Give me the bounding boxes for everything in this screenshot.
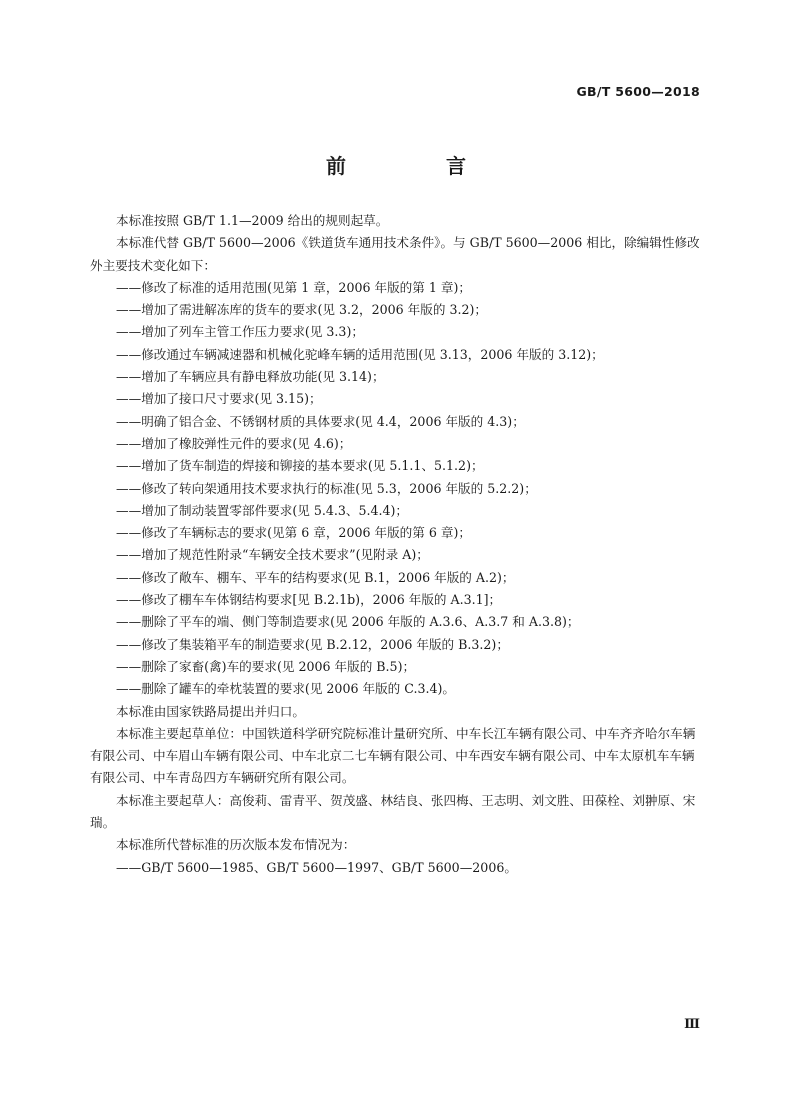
history-item: ——GB/T 5600—1985、GB/T 5600—1997、GB/T 5600—2006。 xyxy=(116,859,517,875)
paragraph: 本标准代替 GB/T 5600—2006《铁道货车通用技术条件》。与 GB/T 5600—2006 相比，除编辑性修改外主要技术变化如下： xyxy=(90,235,700,273)
change-item: ——删除了家畜(禽)车的要求(见 2006 年版的 B.5)； xyxy=(116,658,416,674)
foreword-body xyxy=(90,210,704,879)
paragraph: 本标准所代替标准的历次版本发布情况为： xyxy=(116,837,356,853)
change-item: ——修改了集装箱平车的制造要求(见 B.2.12，2006 年版的 B.3.2)； xyxy=(116,636,509,652)
change-item: ——增加了规范性附录“车辆安全技术要求”(见附录 A)； xyxy=(116,547,429,563)
drafting-units: 本标准主要起草单位：中国铁道科学研究院标准计量研究所、中车长江车辆有限公司、中车齐齐哈尔车辆有限公司、中车眉山车辆有限公司、中车北京二七车辆有限公司、中车西安车辆有限公司、中车太原机车车辆有限公司、中车青岛四方车辆研究所有限公司。 xyxy=(90,725,696,786)
change-item: ——修改了标准的适用范围(见第 1 章，2006 年版的第 1 章)； xyxy=(116,279,471,295)
change-item: ——增加了货车制造的焊接和铆接的基本要求(见 5.1.1、5.1.2)； xyxy=(116,458,484,474)
change-item: ——修改了棚车车体钢结构要求[见 B.2.1b)，2006 年版的 A.3.1]； xyxy=(116,592,502,608)
change-item: ——增加了需进解冻库的货车的要求(见 3.2，2006 年版的 3.2)； xyxy=(116,302,488,318)
drafters: 本标准主要起草人：高俊莉、雷青平、贺茂盛、林结良、张四梅、王志明、刘文胜、田葆栓、刘翀原、宋瑞。 xyxy=(90,792,696,831)
change-item: ——增加了接口尺寸要求(见 3.15)； xyxy=(116,391,322,407)
page-title: 前 言 xyxy=(326,154,506,178)
change-item: ——删除了平车的端、侧门等制造要求(见 2006 年版的 A.3.6、A.3.7 和 A.3.8)； xyxy=(116,614,580,630)
change-item: ——明确了铝合金、不锈钢材质的具体要求(见 4.4，2006 年版的 4.3)； xyxy=(116,413,525,429)
change-item: ——修改了敞车、棚车、平车的结构要求(见 B.1，2006 年版的 A.2)； xyxy=(116,569,515,585)
change-item: ——增加了车辆应具有静电释放功能(见 3.14)； xyxy=(116,369,385,385)
change-item: ——删除了罐车的牵枕装置的要求(见 2006 年版的 C.3.4)。 xyxy=(116,681,455,697)
paragraph: 本标准由国家铁路局提出并归口。 xyxy=(116,703,305,719)
standard-code: GB/T 5600—2018 xyxy=(576,84,700,99)
change-item: ——修改了车辆标志的要求(见第 6 章，2006 年版的第 6 章)； xyxy=(116,525,471,541)
change-item: ——增加了列车主管工作压力要求(见 3.3)； xyxy=(116,324,364,340)
change-item: ——增加了制动装置零部件要求(见 5.4.3、5.4.4)； xyxy=(116,502,409,518)
change-item: ——修改了转向架通用技术要求执行的标准(见 5.3，2006 年版的 5.2.2)； xyxy=(116,480,537,496)
change-item: ——增加了橡胶弹性元件的要求(见 4.6)； xyxy=(116,435,352,451)
change-item: ——修改通过车辆减速器和机械化驼峰车辆的适用范围(见 3.13，2006 年版的 3.12)； xyxy=(116,346,604,362)
page-number: Ⅲ xyxy=(684,1017,700,1032)
paragraph: 本标准按照 GB/T 1.1—2009 给出的规则起草。 xyxy=(116,213,389,228)
